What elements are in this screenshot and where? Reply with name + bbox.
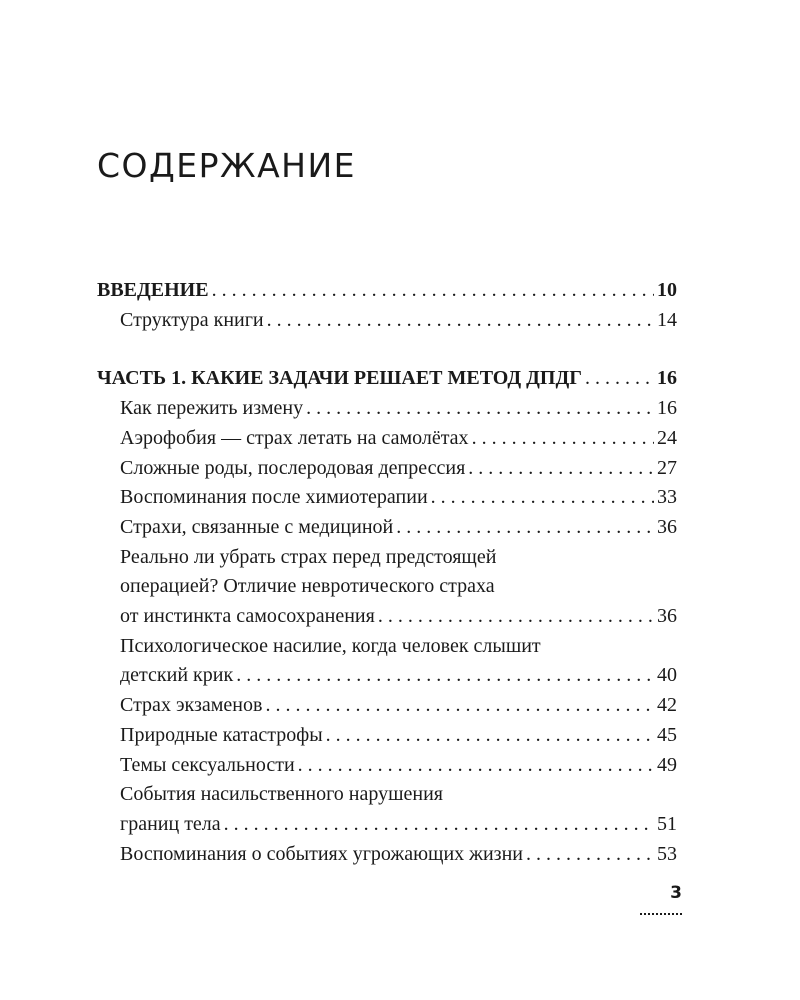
- toc-entry-title: Страх экзаменов: [120, 694, 263, 717]
- toc-part-title: ЧАСТЬ 1. КАКИЕ ЗАДАЧИ РЕШАЕТ МЕТОД ДПДГ: [97, 367, 582, 390]
- dot-leader: [585, 364, 654, 394]
- toc-entry-title: Страхи, связанные с медициной: [120, 515, 394, 538]
- toc-page-number: 40: [657, 664, 677, 687]
- dot-leader: [224, 810, 654, 840]
- toc-entry-title-line: Психологическое насилие, когда человек слышит: [120, 634, 541, 657]
- toc-entry-multiline[interactable]: [97, 632, 677, 691]
- toc-page-number: 36: [657, 605, 677, 628]
- toc-entry-title-line: Реально ли убрать страх перед предстоящей: [120, 545, 497, 568]
- toc-entry-multiline[interactable]: [97, 543, 677, 632]
- dot-leader: [526, 840, 654, 870]
- toc-entry-title: Темы сексуальности: [120, 753, 295, 776]
- toc-entry[interactable]: [97, 483, 677, 513]
- toc-entry[interactable]: [97, 306, 677, 336]
- toc-page-number: 16: [657, 397, 677, 420]
- dot-leader: [468, 454, 654, 484]
- toc-entry[interactable]: [97, 840, 677, 870]
- dot-leader: [236, 661, 654, 691]
- toc-entry[interactable]: [97, 691, 677, 721]
- toc-entry[interactable]: [97, 721, 677, 751]
- toc-entry-title: Воспоминания о событиях угрожающих жизни: [120, 842, 523, 865]
- toc-entry-title-line: операцией? Отличие невротического страха: [120, 575, 495, 598]
- toc-page-number: 24: [657, 426, 677, 449]
- toc-page-number: 36: [657, 515, 677, 538]
- toc-part-title: ВВЕДЕНИЕ: [97, 279, 209, 301]
- dot-leader: [326, 721, 654, 751]
- toc-entry-title: границ тела: [120, 812, 221, 835]
- dot-leader: [378, 602, 654, 632]
- toc-page-number: 45: [657, 723, 677, 746]
- dot-leader: [265, 691, 654, 721]
- toc-entry-title: Как пережить измену: [120, 397, 304, 420]
- page-number-rule: [640, 913, 682, 915]
- toc-part-intro[interactable]: [97, 276, 677, 306]
- toc-page-number: 51: [657, 812, 677, 835]
- dot-leader: [212, 276, 654, 306]
- dot-leader: [298, 751, 654, 781]
- toc-entry-title: Аэрофобия — страх летать на самолётах: [120, 426, 469, 449]
- dot-leader: [396, 513, 654, 543]
- toc-page-number: 53: [657, 842, 677, 865]
- toc-entry-title-line: События насильственного нарушения: [120, 783, 443, 806]
- page-title: СОДЕРЖАНИЕ: [97, 146, 357, 186]
- toc-page-number: 16: [657, 367, 677, 390]
- dot-leader: [267, 306, 654, 336]
- toc-entry[interactable]: [97, 454, 677, 484]
- dot-leader: [306, 394, 654, 424]
- toc-page-number: 49: [657, 753, 677, 776]
- toc-entry-title: Сложные роды, послеродовая депрессия: [120, 456, 466, 479]
- toc-page-number: 10: [657, 279, 677, 301]
- page-number: 3: [670, 883, 682, 903]
- toc-part-1[interactable]: [97, 364, 677, 394]
- toc-page-number: 42: [657, 694, 677, 717]
- toc-entry-title: Воспоминания после химиотерапии: [120, 486, 428, 509]
- toc-entry-title: Природные катастрофы: [120, 723, 323, 746]
- toc-entry[interactable]: [97, 394, 677, 424]
- table-of-contents: [97, 276, 677, 869]
- toc-page-number: 27: [657, 456, 677, 479]
- toc-entry-title: Структура книги: [120, 308, 264, 331]
- toc-entry-title: от инстинкта самосохранения: [120, 605, 375, 628]
- toc-entry[interactable]: [97, 424, 677, 454]
- toc-page-number: 14: [657, 308, 677, 331]
- toc-entry-multiline[interactable]: [97, 780, 677, 839]
- toc-entry[interactable]: [97, 751, 677, 781]
- toc-entry[interactable]: [97, 513, 677, 543]
- toc-page-number: 33: [657, 486, 677, 509]
- toc-entry-title: детский крик: [120, 664, 234, 687]
- dot-leader: [431, 483, 654, 513]
- dot-leader: [472, 424, 654, 454]
